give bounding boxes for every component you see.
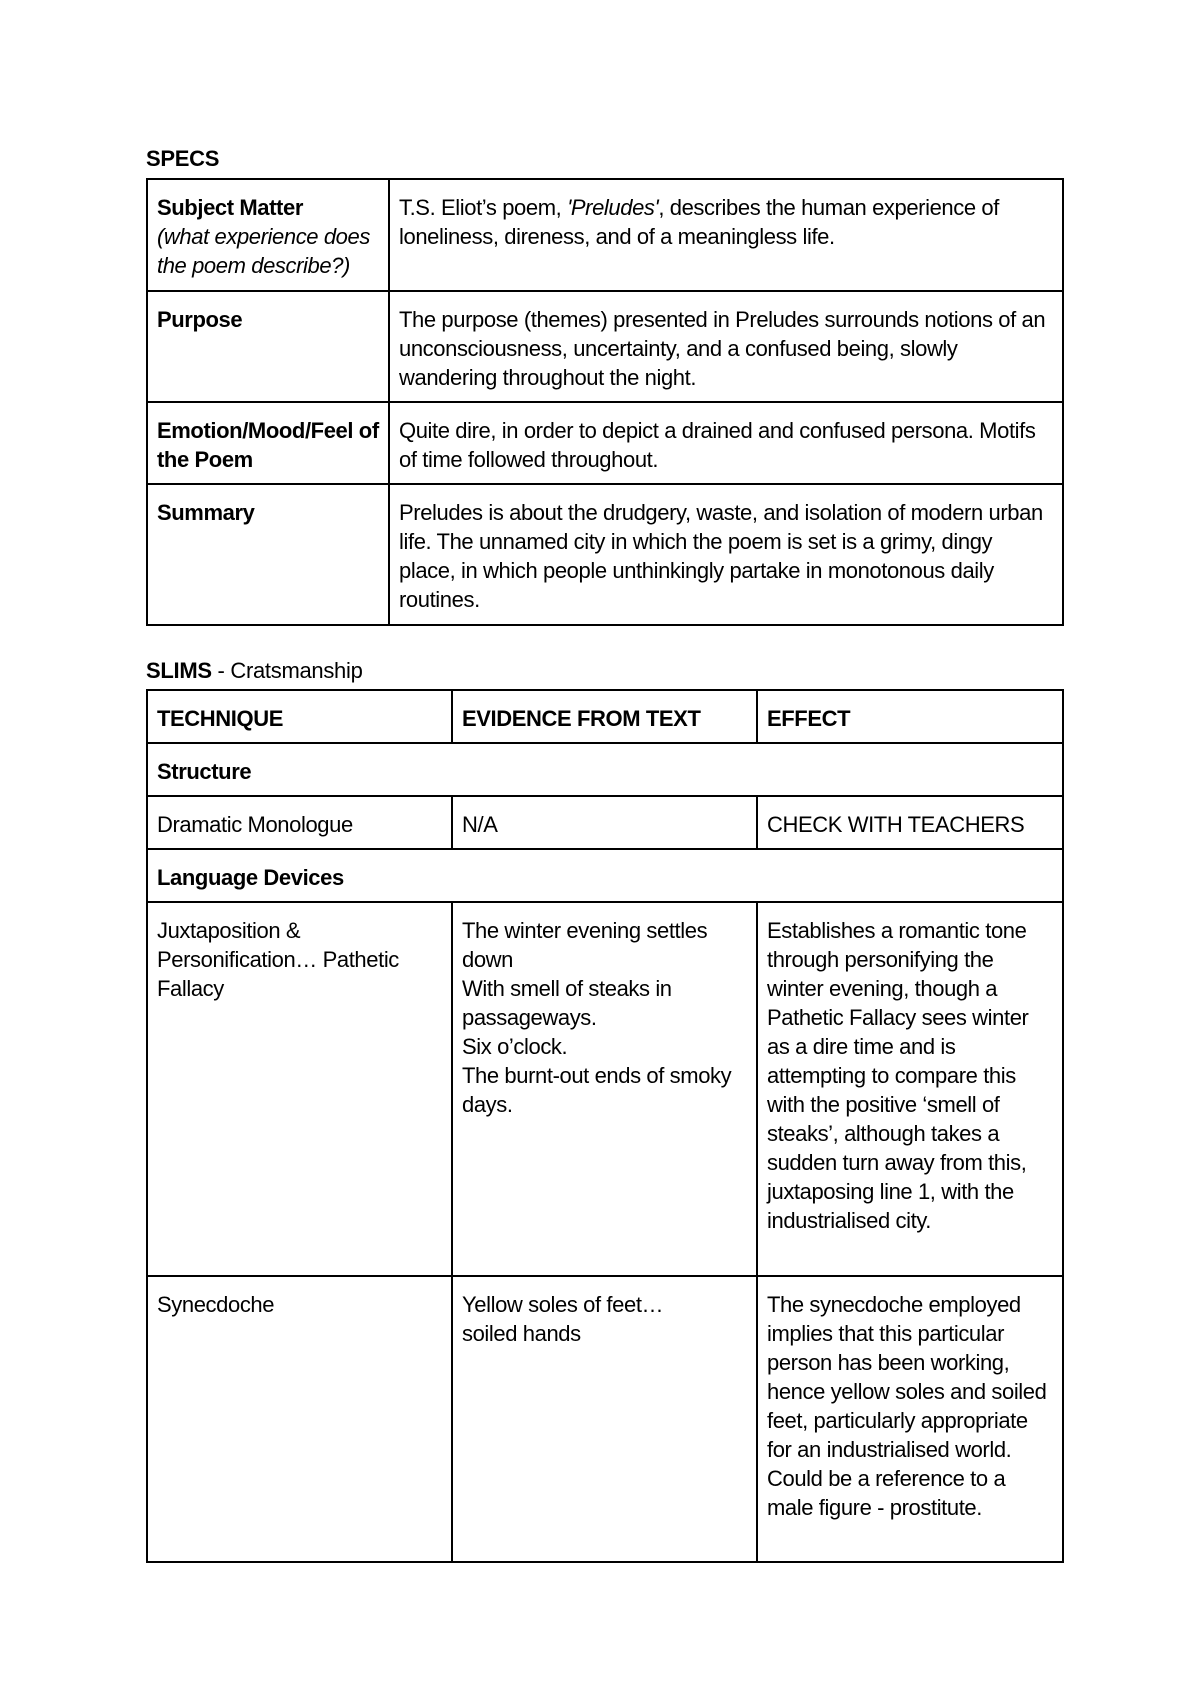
specs-content-cell xyxy=(389,291,1063,402)
effect-cell: Establishes a romantic tone through personifying the winter evening, though a Pathetic Fallacy sees winter as a dire time and is attempting to compare this with the positive ‘smell of steaks’, although takes a sudden turn away from this, juxtaposing line 1, with the industrialised city. xyxy=(757,902,1063,1276)
technique-cell: Juxtaposition & Personification… Pathetic Fallacy xyxy=(147,902,452,1276)
section-label: Structure xyxy=(147,743,1063,796)
slims-section-language-devices xyxy=(147,849,1063,902)
section-label: Language Devices xyxy=(147,849,1063,902)
specs-content-text: The purpose (themes) presented in Preludes surrounds notions of an unconsciousness, uncertainty, and a confused being, slowly wandering throughout the night. xyxy=(399,307,1046,390)
effect-cell: CHECK WITH TEACHERS xyxy=(757,796,1063,849)
slims-heading-bold: SLIMS xyxy=(146,658,212,683)
specs-content-cell xyxy=(389,484,1063,625)
evidence-cell: N/A xyxy=(452,796,757,849)
specs-content-text: , describes the human experience of loneliness, direness, and of a meaningless life. xyxy=(399,195,999,249)
specs-label: Purpose xyxy=(157,307,243,332)
specs-row-subject-matter xyxy=(147,179,1063,291)
technique-cell: Synecdoche xyxy=(147,1276,452,1562)
table-row xyxy=(147,902,1063,1276)
specs-label: Summary xyxy=(157,500,255,525)
specs-heading: SPECS xyxy=(146,146,220,171)
table-row xyxy=(147,1276,1063,1562)
header-effect: EFFECT xyxy=(757,690,1063,743)
slims-heading-rest: - Cratsmanship xyxy=(211,658,363,683)
poem-title: 'Preludes' xyxy=(567,195,659,220)
specs-table xyxy=(146,178,1064,626)
specs-content-cell xyxy=(389,179,1063,291)
specs-content-cell xyxy=(389,402,1063,484)
slims-table xyxy=(146,689,1064,1563)
slims-heading xyxy=(146,658,363,684)
slims-header-row xyxy=(147,690,1063,743)
specs-label-cell xyxy=(147,402,389,484)
specs-row-purpose xyxy=(147,291,1063,402)
specs-content-text: Preludes is about the drudgery, waste, and isolation of modern urban life. The unnamed city in which the poem is set is a grimy, dingy place, in which people unthinkingly partake in monotonous daily routines. xyxy=(399,500,1043,612)
slims-section-structure xyxy=(147,743,1063,796)
specs-sublabel: (what experience does the poem describe?) xyxy=(157,224,370,278)
header-evidence: EVIDENCE FROM TEXT xyxy=(452,690,757,743)
specs-label: Subject Matter xyxy=(157,195,303,220)
effect-cell: The synecdoche employed implies that this particular person has been working, hence yellow soles and soiled feet, particularly appropriate for an industrialised world. Could be a reference to a male figure - prostitute. xyxy=(757,1276,1063,1562)
specs-row-emotion xyxy=(147,402,1063,484)
specs-content-text: Quite dire, in order to depict a drained and confused persona. Motifs of time followed throughout. xyxy=(399,418,1036,472)
specs-label: Emotion/Mood/Feel of the Poem xyxy=(157,418,379,472)
specs-label-cell xyxy=(147,484,389,625)
specs-row-summary xyxy=(147,484,1063,625)
specs-content-text: T.S. Eliot’s poem, xyxy=(399,195,568,220)
evidence-cell: Yellow soles of feet… soiled hands xyxy=(452,1276,757,1562)
header-technique: TECHNIQUE xyxy=(147,690,452,743)
technique-cell: Dramatic Monologue xyxy=(147,796,452,849)
specs-label-cell xyxy=(147,179,389,291)
evidence-cell: The winter evening settles down With smell of steaks in passageways. Six o’clock. The burnt-out ends of smoky days. xyxy=(452,902,757,1276)
specs-label-cell xyxy=(147,291,389,402)
table-row xyxy=(147,796,1063,849)
